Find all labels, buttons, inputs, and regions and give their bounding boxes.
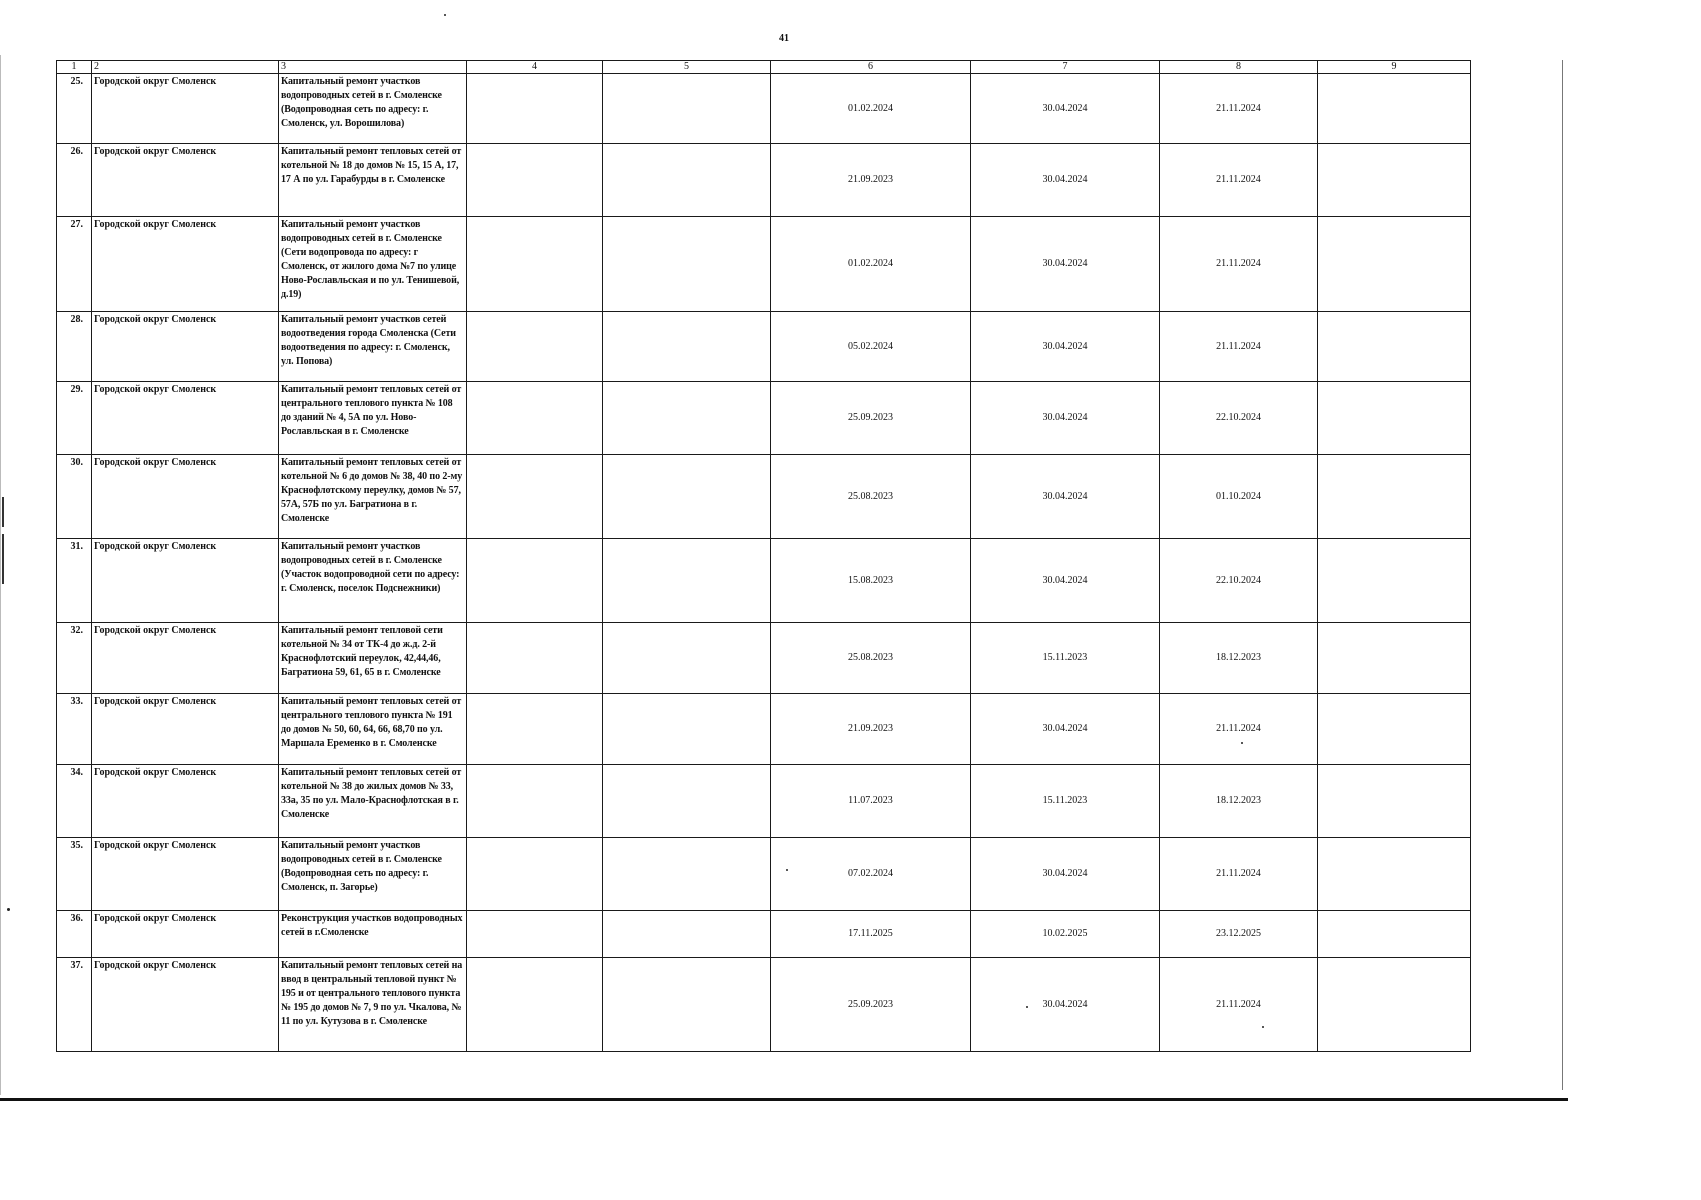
column-9-cell: [1318, 911, 1471, 958]
column-4-cell: [467, 838, 603, 911]
description-cell: Капитальный ремонт тепловых сетей от котельной № 38 до жилых домов № 33, 33а, 35 по ул. Мало-Краснофлотская в г. Смоленске: [279, 765, 467, 838]
table-header-row: [57, 61, 1471, 74]
column-8-date: 23.12.2025: [1160, 911, 1318, 958]
column-5-cell: [603, 539, 771, 623]
column-9-cell: [1318, 765, 1471, 838]
header-cell: 5: [603, 61, 771, 74]
table-row: [57, 455, 1471, 539]
column-6-date: 21.09.2023: [771, 694, 971, 765]
column-9-cell: [1318, 382, 1471, 455]
scan-edge-mark: [2, 497, 4, 527]
scan-edge-mark: [1562, 60, 1563, 1090]
column-7-date: 30.04.2024: [971, 838, 1160, 911]
row-number: 36.: [57, 911, 92, 958]
description-cell: Капитальный ремонт тепловых сетей от котельной № 6 до домов № 38, 40 по 2-му Краснофлотскому переулку, домов № 57, 57А, 57Б по ул. Багратиона в г. Смоленске: [279, 455, 467, 539]
column-8-date: 21.11.2024: [1160, 144, 1318, 217]
header-cell: 4: [467, 61, 603, 74]
column-7-date: 10.02.2025: [971, 911, 1160, 958]
column-6-date: 01.02.2024: [771, 217, 971, 312]
column-4-cell: [467, 312, 603, 382]
table-row: [57, 623, 1471, 694]
municipality-cell: Городской округ Смоленск: [92, 911, 279, 958]
description-cell: Капитальный ремонт тепловых сетей от центрального теплового пункта № 191 до домов № 50, 60, 64, 66, 68,70 по ул. Маршала Еременко в г. Смоленске: [279, 694, 467, 765]
description-cell: Капитальный ремонт тепловой сети котельной № 34 от ТК-4 до ж.д. 2-й Краснофлотский переулок, 42,44,46, Багратиона 59, 61, 65 в г. Смоленске: [279, 623, 467, 694]
column-5-cell: [603, 455, 771, 539]
column-4-cell: [467, 694, 603, 765]
column-9-cell: [1318, 74, 1471, 144]
table-row: [57, 144, 1471, 217]
column-7-date: 30.04.2024: [971, 455, 1160, 539]
row-number: 25.: [57, 74, 92, 144]
column-8-date: 22.10.2024: [1160, 539, 1318, 623]
column-5-cell: [603, 623, 771, 694]
column-9-cell: [1318, 539, 1471, 623]
table-row: [57, 765, 1471, 838]
column-8-date: 22.10.2024: [1160, 382, 1318, 455]
municipality-cell: Городской округ Смоленск: [92, 765, 279, 838]
municipality-cell: Городской округ Смоленск: [92, 539, 279, 623]
column-8-date: 18.12.2023: [1160, 765, 1318, 838]
column-9-cell: [1318, 694, 1471, 765]
row-number: 34.: [57, 765, 92, 838]
municipality-cell: Городской округ Смоленск: [92, 217, 279, 312]
scan-edge-mark: [2, 534, 4, 584]
column-5-cell: [603, 144, 771, 217]
column-6-date: 05.02.2024: [771, 312, 971, 382]
row-number: 33.: [57, 694, 92, 765]
row-number: 29.: [57, 382, 92, 455]
column-5-cell: [603, 911, 771, 958]
column-7-date: 30.04.2024: [971, 958, 1160, 1052]
column-7-date: 30.04.2024: [971, 694, 1160, 765]
column-6-date: 25.08.2023: [771, 455, 971, 539]
table-row: [57, 217, 1471, 312]
column-8-date: 21.11.2024: [1160, 958, 1318, 1052]
column-8-date: 21.11.2024: [1160, 74, 1318, 144]
table-row: [57, 911, 1471, 958]
table-body: [57, 61, 1471, 1052]
table-row: [57, 312, 1471, 382]
column-4-cell: [467, 911, 603, 958]
column-5-cell: [603, 74, 771, 144]
row-number: 35.: [57, 838, 92, 911]
table-row: [57, 382, 1471, 455]
description-cell: Капитальный ремонт тепловых сетей от центрального теплового пункта № 108 до зданий № 4, 5А по ул. Ново-Рославльская в г. Смоленске: [279, 382, 467, 455]
column-8-date: 01.10.2024: [1160, 455, 1318, 539]
column-5-cell: [603, 382, 771, 455]
row-number: 30.: [57, 455, 92, 539]
column-4-cell: [467, 455, 603, 539]
column-5-cell: [603, 765, 771, 838]
column-7-date: 30.04.2024: [971, 539, 1160, 623]
header-cell: 7: [971, 61, 1160, 74]
schedule-table: [56, 60, 1471, 1052]
column-5-cell: [603, 217, 771, 312]
scan-speck: [444, 14, 446, 16]
table-row: [57, 74, 1471, 144]
column-7-date: 15.11.2023: [971, 765, 1160, 838]
column-4-cell: [467, 623, 603, 694]
column-8-date: 21.11.2024: [1160, 312, 1318, 382]
description-cell: Капитальный ремонт тепловых сетей от котельной № 18 до домов № 15, 15 А, 17, 17 А по ул. Гарабурды в г. Смоленске: [279, 144, 467, 217]
column-6-date: 07.02.2024: [771, 838, 971, 911]
column-6-date: 17.11.2025: [771, 911, 971, 958]
table-row: [57, 838, 1471, 911]
column-8-date: 21.11.2024: [1160, 838, 1318, 911]
column-8-date: 21.11.2024: [1160, 217, 1318, 312]
column-6-date: 25.09.2023: [771, 958, 971, 1052]
header-cell: 9: [1318, 61, 1471, 74]
column-7-date: 30.04.2024: [971, 382, 1160, 455]
description-cell: Капитальный ремонт участков водопроводных сетей в г. Смоленске (Участок водопроводной сети по адресу: г. Смоленск, поселок Подснежники): [279, 539, 467, 623]
municipality-cell: Городской округ Смоленск: [92, 958, 279, 1052]
municipality-cell: Городской округ Смоленск: [92, 74, 279, 144]
municipality-cell: Городской округ Смоленск: [92, 623, 279, 694]
column-6-date: 25.08.2023: [771, 623, 971, 694]
municipality-cell: Городской округ Смоленск: [92, 694, 279, 765]
row-number: 26.: [57, 144, 92, 217]
municipality-cell: Городской округ Смоленск: [92, 455, 279, 539]
column-6-date: 11.07.2023: [771, 765, 971, 838]
column-8-date: 21.11.2024: [1160, 694, 1318, 765]
column-6-date: 01.02.2024: [771, 74, 971, 144]
column-6-date: 21.09.2023: [771, 144, 971, 217]
column-7-date: 15.11.2023: [971, 623, 1160, 694]
row-number: 32.: [57, 623, 92, 694]
column-5-cell: [603, 838, 771, 911]
column-9-cell: [1318, 958, 1471, 1052]
column-6-date: 25.09.2023: [771, 382, 971, 455]
row-number: 27.: [57, 217, 92, 312]
municipality-cell: Городской округ Смоленск: [92, 382, 279, 455]
table-row: [57, 694, 1471, 765]
column-9-cell: [1318, 312, 1471, 382]
column-5-cell: [603, 694, 771, 765]
municipality-cell: Городской округ Смоленск: [92, 312, 279, 382]
column-4-cell: [467, 144, 603, 217]
description-cell: Капитальный ремонт участков водопроводных сетей в г. Смоленске (Водопроводная сеть по адресу: г. Смоленск, п. Загорье): [279, 838, 467, 911]
row-number: 28.: [57, 312, 92, 382]
description-cell: Реконструкция участков водопроводных сетей в г.Смоленске: [279, 911, 467, 958]
page-bottom-rule: [0, 1098, 1568, 1101]
description-cell: Капитальный ремонт участков водопроводных сетей в г. Смоленске (Водопроводная сеть по адресу: г. Смоленск, ул. Ворошилова): [279, 74, 467, 144]
column-7-date: 30.04.2024: [971, 74, 1160, 144]
municipality-cell: Городской округ Смоленск: [92, 838, 279, 911]
row-number: 37.: [57, 958, 92, 1052]
column-4-cell: [467, 74, 603, 144]
header-cell: 6: [771, 61, 971, 74]
column-7-date: 30.04.2024: [971, 144, 1160, 217]
description-cell: Капитальный ремонт участков водопроводных сетей в г. Смоленске (Сети водопровода по адресу: г Смоленск, от жилого дома №7 по улице Ново-Рославльская и по ул. Тенишевой, д.19): [279, 217, 467, 312]
column-5-cell: [603, 958, 771, 1052]
column-9-cell: [1318, 455, 1471, 539]
row-number: 31.: [57, 539, 92, 623]
header-cell: 2: [92, 61, 279, 74]
table-row: [57, 539, 1471, 623]
scan-speck: [7, 908, 10, 911]
column-7-date: 30.04.2024: [971, 312, 1160, 382]
column-9-cell: [1318, 144, 1471, 217]
municipality-cell: Городской округ Смоленск: [92, 144, 279, 217]
header-cell: 1: [57, 61, 92, 74]
column-5-cell: [603, 312, 771, 382]
header-cell: 3: [279, 61, 467, 74]
column-4-cell: [467, 958, 603, 1052]
header-cell: 8: [1160, 61, 1318, 74]
column-9-cell: [1318, 217, 1471, 312]
column-4-cell: [467, 382, 603, 455]
description-cell: Капитальный ремонт участков сетей водоотведения города Смоленска (Сети водоотведения по адресу: г. Смоленск, ул. Попова): [279, 312, 467, 382]
column-4-cell: [467, 765, 603, 838]
column-6-date: 15.08.2023: [771, 539, 971, 623]
table-row: [57, 958, 1471, 1052]
column-7-date: 30.04.2024: [971, 217, 1160, 312]
description-cell: Капитальный ремонт тепловых сетей на ввод в центральный тепловой пункт № 195 и от центрального теплового пункта № 195 до домов № 7, 9 по ул. Чкалова, № 11 по ул. Кутузова в г. Смоленске: [279, 958, 467, 1052]
column-9-cell: [1318, 623, 1471, 694]
scan-edge-line: [0, 55, 1, 1095]
page-number: 41: [779, 33, 789, 44]
column-4-cell: [467, 539, 603, 623]
column-8-date: 18.12.2023: [1160, 623, 1318, 694]
column-4-cell: [467, 217, 603, 312]
column-9-cell: [1318, 838, 1471, 911]
